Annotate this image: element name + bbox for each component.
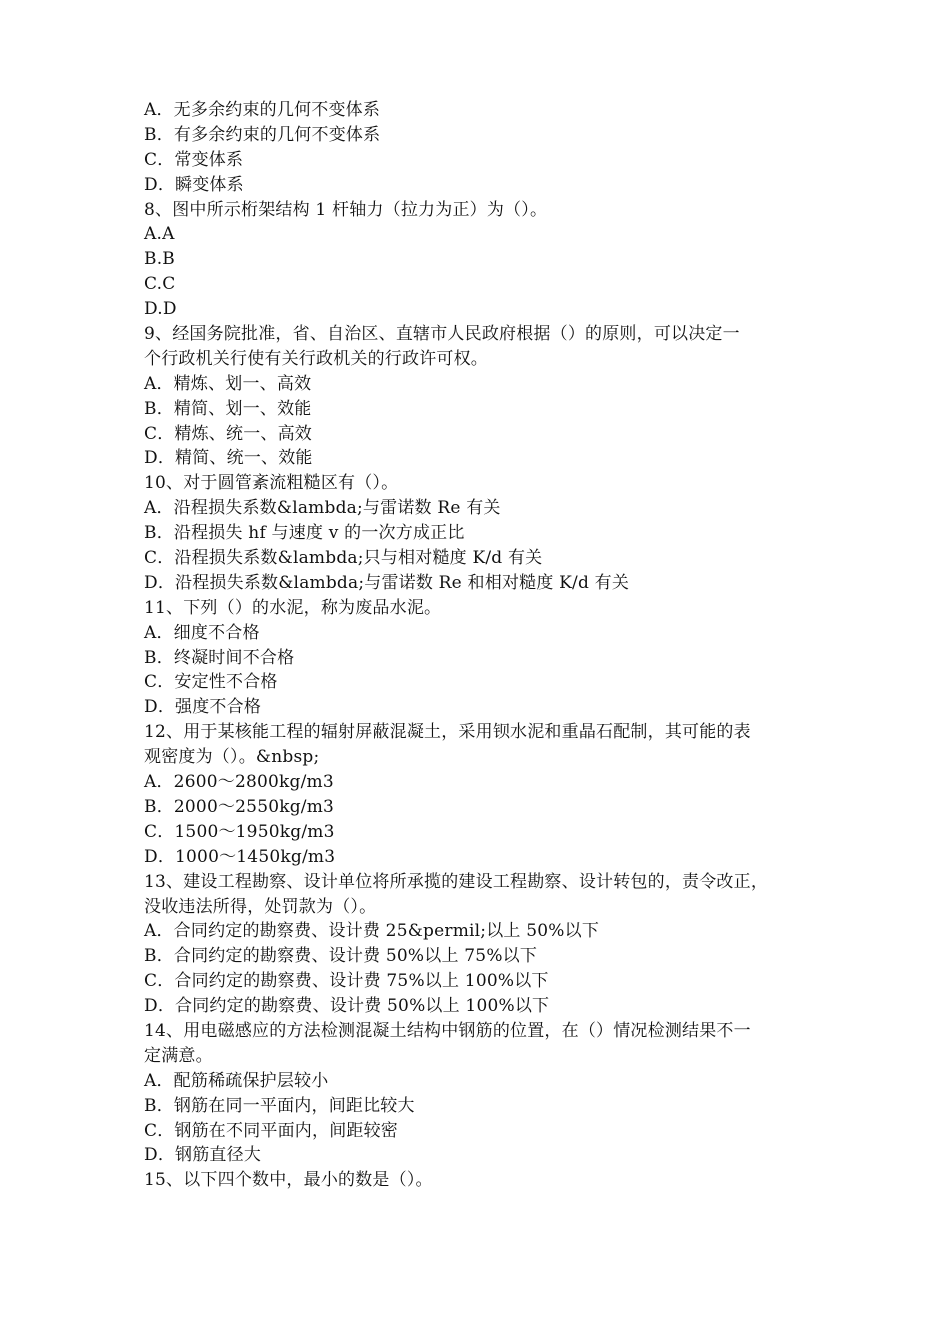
q10-option-c: C．沿程损失系数&lambda;只与相对糙度 K/d 有关 xyxy=(144,548,543,569)
q13-question-line2: 没收违法所得，处罚款为（）。 xyxy=(144,896,377,917)
q11-option-d: D．强度不合格 xyxy=(144,697,262,718)
q13-option-d: D．合同约定的勘察费、设计费 50%以上 100%以下 xyxy=(144,996,550,1017)
q7-option-d: D．瞬变体系 xyxy=(144,174,244,195)
q10-option-a: A．沿程损失系数&lambda;与雷诺数 Re 有关 xyxy=(144,498,501,519)
q14-option-d: D．钢筋直径大 xyxy=(144,1145,262,1166)
q12-option-a: A．2600～2800kg/m3 xyxy=(144,772,334,793)
q15-question: 15、以下四个数中，最小的数是（）。 xyxy=(144,1170,433,1191)
q8-option-c: C.C xyxy=(144,274,176,295)
q14-option-a: A．配筋稀疏保护层较小 xyxy=(144,1070,329,1091)
q13-option-c: C．合同约定的勘察费、设计费 75%以上 100%以下 xyxy=(144,971,549,992)
q12-option-d: D．1000～1450kg/m3 xyxy=(144,846,336,867)
q11-option-a: A．细度不合格 xyxy=(144,622,260,643)
q13-option-b: B．合同约定的勘察费、设计费 50%以上 75%以下 xyxy=(144,946,538,967)
q9-option-c: C．精炼、统一、高效 xyxy=(144,423,313,444)
q11-option-b: B．终凝时间不合格 xyxy=(144,647,295,668)
q12-option-c: C．1500～1950kg/m3 xyxy=(144,821,335,842)
q7-option-c: C．常变体系 xyxy=(144,149,244,170)
q7-option-a: A．无多余约束的几何不变体系 xyxy=(144,100,381,120)
q10-option-d: D．沿程损失系数&lambda;与雷诺数 Re 和相对糙度 K/d 有关 xyxy=(144,572,630,593)
q12-option-b: B．2000～2550kg/m3 xyxy=(144,796,335,817)
q11-option-c: C．安定性不合格 xyxy=(144,672,278,693)
q8-option-a: A.A xyxy=(144,224,175,245)
document-page xyxy=(144,98,816,1193)
q9-option-d: D．精简、统一、效能 xyxy=(144,448,313,469)
q11-question: 11、下列（）的水泥，称为废品水泥。 xyxy=(144,597,442,618)
q9-option-a: A．精炼、划一、高效 xyxy=(144,373,312,394)
q12-question-line1: 12、用于某核能工程的辐射屏蔽混凝土，采用钡水泥和重晶石配制，其可能的表 xyxy=(144,722,751,743)
q9-question-line2: 个行政机关行使有关行政机关的行政许可权。 xyxy=(144,348,488,369)
q8-question: 8、图中所示桁架结构 1 杆轴力（拉力为正）为（）。 xyxy=(144,199,548,220)
q10-question: 10、对于圆管紊流粗糙区有（）。 xyxy=(144,473,399,494)
q12-question-line2: 观密度为（）。&nbsp; xyxy=(144,747,320,768)
q14-question-line1: 14、用电磁感应的方法检测混凝土结构中钢筋的位置，在（）情况检测结果不一 xyxy=(144,1020,751,1041)
q7-option-b: B．有多余约束的几何不变体系 xyxy=(144,124,381,145)
q14-option-c: C．钢筋在不同平面内，间距较密 xyxy=(144,1120,399,1141)
q14-question-line2: 定满意。 xyxy=(144,1045,213,1066)
q9-option-b: B．精简、划一、效能 xyxy=(144,398,312,419)
q8-option-d: D.D xyxy=(144,299,177,320)
q8-option-b: B.B xyxy=(144,249,175,270)
q10-option-b: B．沿程损失 hf 与速度 v 的一次方成正比 xyxy=(144,523,465,544)
q14-option-b: B．钢筋在同一平面内，间距比较大 xyxy=(144,1095,415,1116)
q13-option-a: A．合同约定的勘察费、设计费 25&permil;以上 50%以下 xyxy=(144,921,600,942)
q13-question-line1: 13、建设工程勘察、设计单位将所承揽的建设工程勘察、设计转包的，责令改正， xyxy=(144,871,769,892)
q9-question-line1: 9、经国务院批准，省、自治区、直辖市人民政府根据（）的原则，可以决定一 xyxy=(144,324,740,345)
